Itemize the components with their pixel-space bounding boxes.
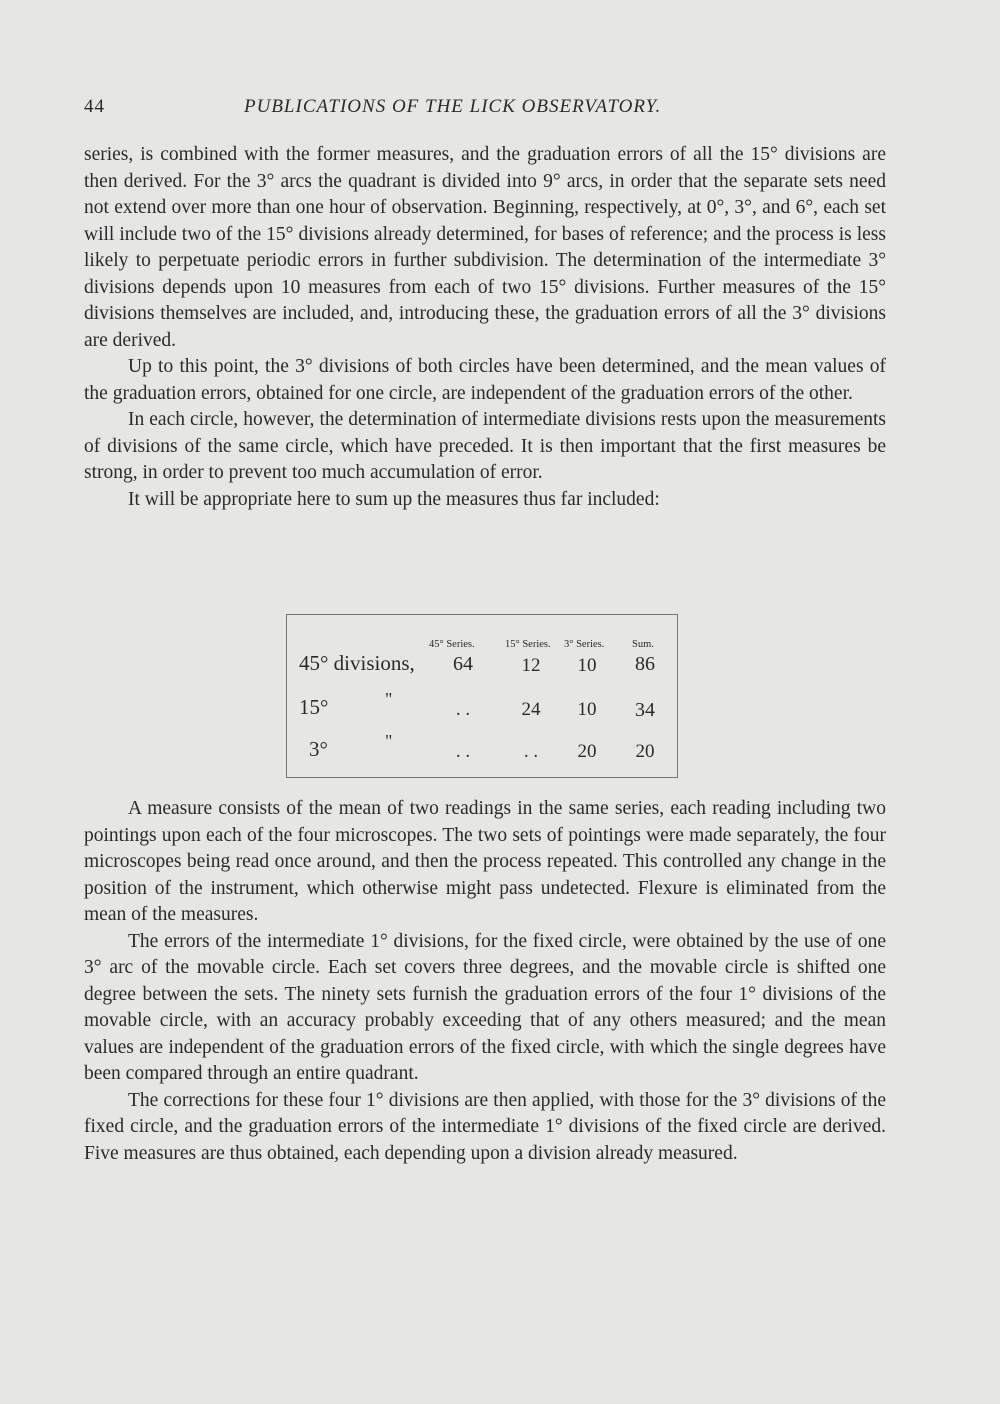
table-cell: 10 xyxy=(577,699,597,720)
column-header-3-series: 3° Series. xyxy=(564,639,605,650)
table-cell: 12 xyxy=(521,655,541,676)
paragraph: A measure consists of the mean of two readings in the same series, each reading including two pointings upon each of the four microscopes. The two sets of pointings were made separately, the four microscopes being read once around, and then the process repeated. This controlled any change in the position of the instrument, which otherwise might pass undetected. Flexure is eliminated from the mean of the measures. xyxy=(84,798,886,925)
paragraph: In each circle, however, the determination of intermediate divisions rests upon the measurements of divisions of the same circle, which have preceded. It is then important that the first measures be strong, in order to prevent too much accumulation of error. xyxy=(84,409,886,483)
column-header-45-series: 45° Series. xyxy=(429,639,475,650)
column-header-sum: Sum. xyxy=(632,639,654,650)
table-cell: 86 xyxy=(635,653,655,675)
body-text-top xyxy=(84,142,886,513)
paragraph: Up to this point, the 3° divisions of both circles have been determined, and the mean values of the graduation errors, obtained for one circle, are independent of the graduation errors of the other. xyxy=(84,356,886,404)
table-cell: 20 xyxy=(577,741,597,762)
paragraph: The errors of the intermediate 1° divisions, for the fixed circle, were obtained by the use of one 3° arc of the movable circle. Each set covers three degrees, and the movable circle is shifted one degree between the sets. The ninety sets furnish the graduation errors of the four 1° divisions of the movable circle, with an accuracy probably exceeding that of any others measured; and the mean values are independent of the graduation errors of the fixed circle, with which the single degrees have been compared through an entire quadrant. xyxy=(84,930,886,1084)
body-text-bottom xyxy=(84,796,886,1167)
table-cell: 10 xyxy=(577,655,597,676)
page-number: 44 xyxy=(84,96,105,117)
row-label: 3° xyxy=(309,737,328,761)
table-cell: . . xyxy=(455,699,471,720)
table-cell: 34 xyxy=(635,699,655,721)
paragraph: It will be appropriate here to sum up the measures thus far included: xyxy=(128,488,660,510)
ditto-mark: " xyxy=(385,689,393,709)
page-header xyxy=(84,96,884,124)
table-cell: 24 xyxy=(521,699,541,720)
table-cell: 64 xyxy=(453,653,473,675)
table-cell: 20 xyxy=(635,741,655,762)
row-label: 45° divisions, xyxy=(299,651,415,675)
table-cell: . . xyxy=(455,741,471,762)
column-header-15-series: 15° Series. xyxy=(505,639,551,650)
table-cell: . . xyxy=(523,741,539,762)
measures-summary-table xyxy=(286,614,678,778)
row-label: 15° xyxy=(299,695,329,719)
paragraph-continuation: series, is combined with the former measures, and the graduation errors of all the 15° divisions are then derived. For the 3° arcs the quadrant is divided into 9° arcs, in order that the separate sets need not extend over more than one hour of observation. Beginning, respectively, at 0°, 3°, and 6°, each set will include two of the 15° divisions already determined, for bases of reference; and the process is less likely to perpetuate periodic errors in further subdivision. The determination of the intermediate 3° divisions depends upon 10 measures from each of two 15° divisions. Further measures of the 15° divisions themselves are included, and, introducing these, the graduation errors of all the 3° divisions are derived. xyxy=(84,144,886,351)
paragraph: The corrections for these four 1° divisions are then applied, with those for the 3° divisions of the fixed circle, and the graduation errors of the intermediate 1° divisions of the fixed circle are derived. Five measures are thus obtained, each depending upon a division already measured. xyxy=(84,1089,886,1164)
running-head: PUBLICATIONS OF THE LICK OBSERVATORY. xyxy=(244,96,662,117)
ditto-mark: " xyxy=(385,731,393,751)
